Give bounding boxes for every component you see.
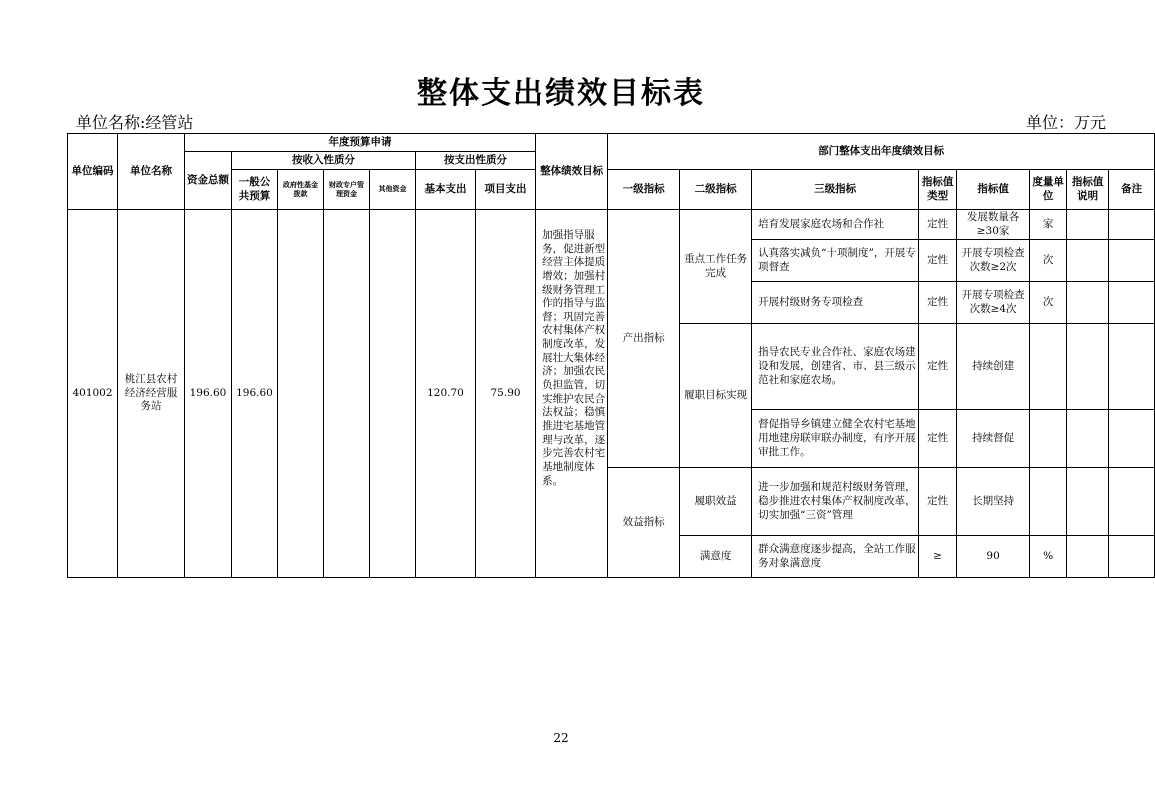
remark-cell — [1109, 410, 1155, 468]
total-funds-cell: 196.60 — [185, 210, 232, 578]
remark-cell — [1109, 282, 1155, 324]
value-desc-cell — [1067, 468, 1109, 536]
unit-code-cell: 401002 — [68, 210, 118, 578]
header-other-funds: 其他资金 — [370, 170, 416, 210]
header-unit-code: 单位编码 — [68, 134, 118, 210]
measure-unit-cell: 家 — [1030, 210, 1067, 240]
level3-cell: 进一步加强和规范村级财务管理，稳步推进农村集体产权制度改革，切实加强“三资”管理 — [752, 468, 919, 536]
value-cell: 长期坚持 — [957, 468, 1030, 536]
value-desc-cell — [1067, 282, 1109, 324]
measure-unit-cell — [1030, 324, 1067, 410]
header-value-type: 指标值类型 — [919, 170, 957, 210]
value-cell: 开展专项检查次数≥2次 — [957, 240, 1030, 282]
level3-cell: 指导农民专业合作社、家庭农场建设和发展，创建省、市、县三级示范社和家庭农场。 — [752, 324, 919, 410]
header-gov-fund: 政府性基金拨款 — [278, 170, 324, 210]
remark-cell — [1109, 536, 1155, 578]
level2-duty-benefit: 履职效益 — [680, 468, 752, 536]
header-level2: 二级指标 — [680, 170, 752, 210]
value-desc-cell — [1067, 210, 1109, 240]
value-desc-cell — [1067, 240, 1109, 282]
header-remark: 备注 — [1109, 170, 1155, 210]
header-measure-unit: 度量单位 — [1030, 170, 1067, 210]
header-dept-goals: 部门整体支出年度绩效目标 — [608, 134, 1155, 170]
other-funds-cell — [370, 210, 416, 578]
project-expense-cell: 75.90 — [476, 210, 536, 578]
header-project-expense: 项目支出 — [476, 170, 536, 210]
gov-fund-cell — [278, 210, 324, 578]
measure-unit-cell — [1030, 468, 1067, 536]
header-annual-budget: 年度预算申请 — [185, 134, 536, 152]
value-desc-cell — [1067, 536, 1109, 578]
measure-unit-cell: 次 — [1030, 282, 1067, 324]
performance-table — [67, 133, 1155, 578]
header-by-expense: 按支出性质分 — [416, 152, 536, 170]
currency-unit-label: 单位：万元 — [1025, 113, 1106, 132]
value-type-cell: 定性 — [919, 240, 957, 282]
value-type-cell: 定性 — [919, 410, 957, 468]
level2-satisfaction: 满意度 — [680, 536, 752, 578]
level3-cell: 认真落实减负“十项制度”，开展专项督查 — [752, 240, 919, 282]
basic-expense-cell: 120.70 — [416, 210, 476, 578]
level3-cell: 群众满意度逐步提高，全站工作服务对象满意度 — [752, 536, 919, 578]
header-basic-expense: 基本支出 — [416, 170, 476, 210]
overall-goal-cell — [536, 210, 608, 578]
level2-duty-impl: 履职目标实现 — [680, 324, 752, 468]
value-type-cell: 定性 — [919, 468, 957, 536]
fiscal-special-cell — [324, 210, 370, 578]
header-value: 指标值 — [957, 170, 1030, 210]
header-by-income: 按收入性质分 — [232, 152, 416, 170]
header-fiscal-special: 财政专户管理资金 — [324, 170, 370, 210]
value-type-cell: 定性 — [919, 324, 957, 410]
level3-cell: 督促指导乡镇建立健全农村宅基地用地建房联审联办制度，有序开展审批工作。 — [752, 410, 919, 468]
table-row — [68, 210, 1155, 240]
header-total-funds: 资金总额 — [185, 152, 232, 210]
remark-cell — [1109, 240, 1155, 282]
remark-cell — [1109, 468, 1155, 536]
measure-unit-cell: 次 — [1030, 240, 1067, 282]
header-overall-goal: 整体绩效目标 — [536, 134, 608, 210]
value-cell: 90 — [957, 536, 1030, 578]
overall-goal-text: 加强指导服务，促进新型经营主体提质增效；加强村级财务管理工作的指导与监督；巩固完善农村集体产权制度改革，发展壮大集体经济；加强农民负担监管，切实维护农民合法权益；稳慎推进宅基地管理与改革，逐步完善农村宅基地制度体系。 — [542, 229, 606, 487]
unit-name-cell: 桃江县农村经济经营服务站 — [118, 210, 185, 578]
value-type-cell: 定性 — [919, 210, 957, 240]
header-unit-name: 单位名称 — [118, 134, 185, 210]
header-value-desc: 指标值说明 — [1067, 170, 1109, 210]
page-title: 整体支出绩效目标表 — [417, 76, 705, 111]
header-level1: 一级指标 — [608, 170, 680, 210]
level1-output: 产出指标 — [608, 210, 680, 468]
value-cell: 持续创建 — [957, 324, 1030, 410]
header-general-budget: 一般公共预算 — [232, 170, 278, 210]
value-cell: 持续督促 — [957, 410, 1030, 468]
value-cell: 开展专项检查次数≥4次 — [957, 282, 1030, 324]
level1-benefit: 效益指标 — [608, 468, 680, 578]
value-type-cell: ≥ — [919, 536, 957, 578]
remark-cell — [1109, 210, 1155, 240]
unit-name-label: 单位名称:经管站 — [76, 113, 194, 132]
remark-cell — [1109, 324, 1155, 410]
header-level3: 三级指标 — [752, 170, 919, 210]
general-budget-cell: 196.60 — [232, 210, 278, 578]
value-type-cell: 定性 — [919, 282, 957, 324]
page-number: 22 — [553, 731, 569, 745]
level3-cell: 培育发展家庭农场和合作社 — [752, 210, 919, 240]
measure-unit-cell — [1030, 410, 1067, 468]
level3-cell: 开展村级财务专项检查 — [752, 282, 919, 324]
value-cell: 发展数量各≥30家 — [957, 210, 1030, 240]
value-desc-cell — [1067, 410, 1109, 468]
measure-unit-cell: % — [1030, 536, 1067, 578]
value-desc-cell — [1067, 324, 1109, 410]
level2-key-tasks: 重点工作任务完成 — [680, 210, 752, 324]
